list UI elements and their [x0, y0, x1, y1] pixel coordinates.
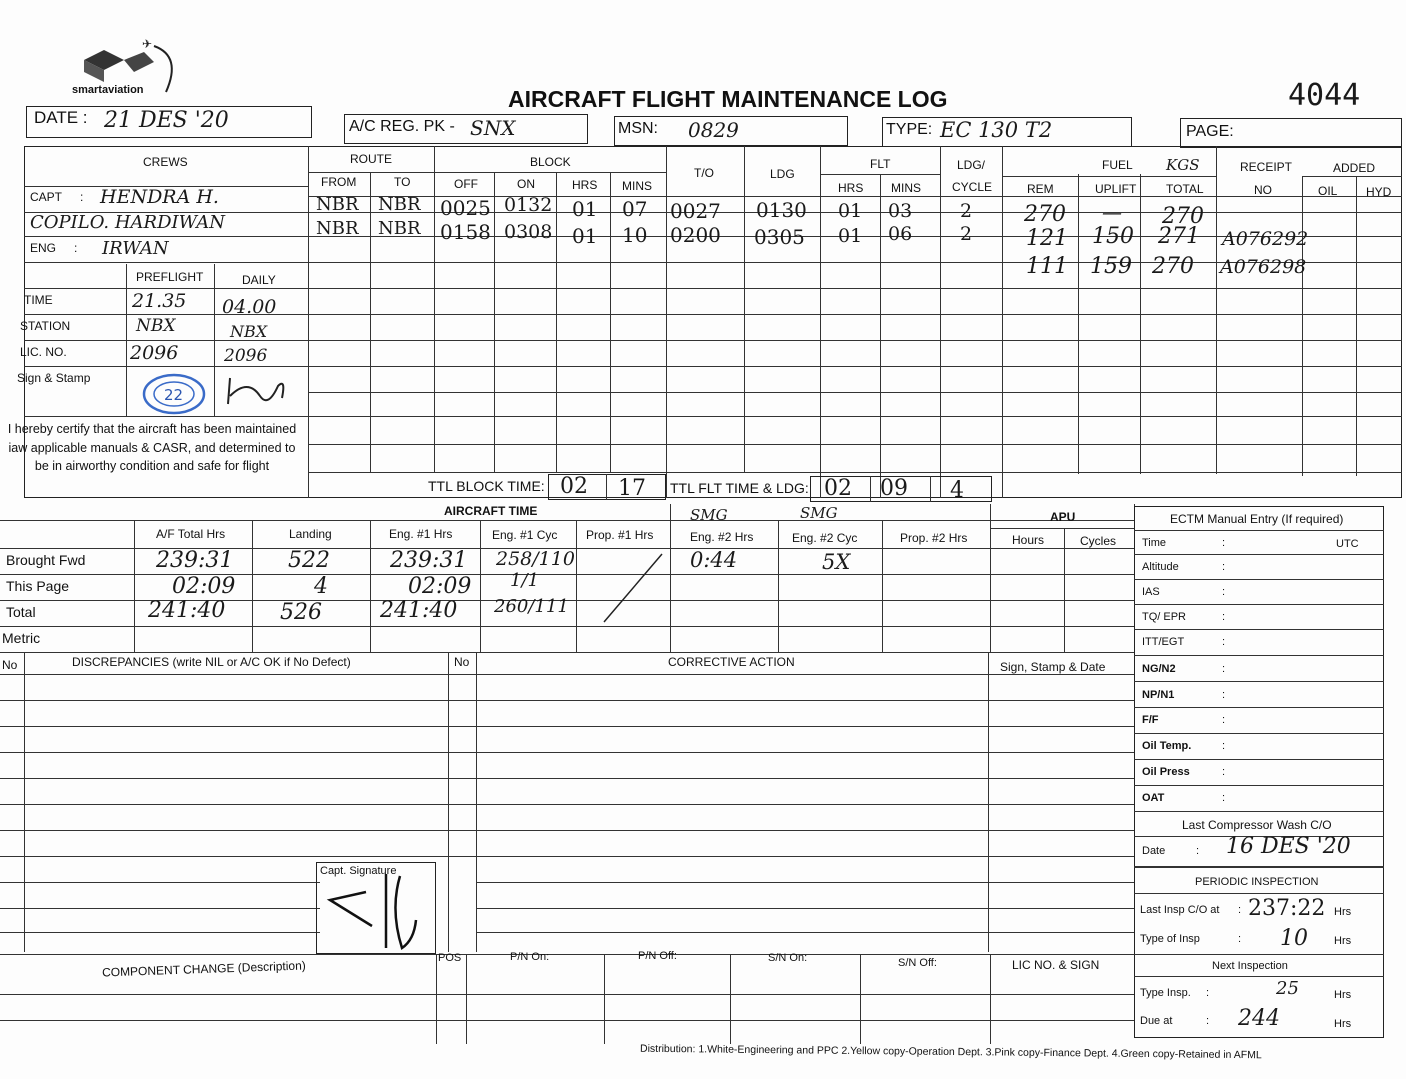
last-insp-hrs: Hrs — [1334, 906, 1352, 918]
row1-cycle[interactable]: 2 — [960, 200, 973, 222]
station-label: STATION — [20, 319, 71, 333]
tot-eng1-cyc[interactable]: 260/111 — [494, 596, 569, 617]
ectm-np-colon: : — [1222, 689, 1226, 701]
col-landing: Landing — [289, 527, 332, 541]
apu-cycles: Cycles — [1080, 534, 1117, 548]
ectm-utc: UTC — [1336, 538, 1359, 550]
type-label: TYPE: — [886, 121, 933, 138]
mins-heading: MINS — [622, 179, 652, 193]
row-total: Total — [6, 604, 36, 620]
sign-label: Sign & Stamp — [17, 371, 91, 385]
receipt-heading-1: RECEIPT — [1240, 160, 1293, 174]
fuel-heading: FUEL — [1102, 158, 1133, 172]
corrective-heading: CORRECTIVE ACTION — [668, 655, 795, 669]
hrs-heading: HRS — [572, 178, 598, 192]
rem-heading: REM — [1027, 182, 1054, 196]
type-insp-colon: : — [1238, 933, 1242, 945]
ectm-tq-colon: : — [1222, 611, 1226, 623]
tp-af-total[interactable]: 02:09 — [172, 574, 236, 599]
total-heading: TOTAL — [1166, 182, 1204, 196]
row2-on[interactable]: 0308 — [504, 221, 553, 243]
row1-rem[interactable]: 270 — [1024, 202, 1066, 227]
capt-label: CAPT — [30, 190, 63, 204]
takeoff-heading: T/O — [694, 166, 714, 180]
prop1-dash-line — [600, 550, 670, 626]
pn-off-heading: P/N Off: — [638, 950, 677, 962]
col-prop2-hrs: Prop. #2 Hrs — [900, 531, 968, 545]
bf-af-total[interactable]: 239:31 — [156, 548, 234, 573]
reg-label: A/C REG. PK - — [349, 118, 455, 135]
row1-flt-mins[interactable]: 03 — [888, 200, 913, 222]
row3-total[interactable]: 270 — [1152, 254, 1194, 279]
ectm-ias: IAS — [1142, 586, 1160, 598]
pos-heading: POS — [438, 952, 462, 964]
to-heading: TO — [394, 175, 411, 189]
col-eng1-cyc: Eng. #1 Cyc — [492, 528, 558, 542]
ectm-ff: F/F — [1142, 714, 1159, 726]
row2-receipt[interactable]: A076292 — [1222, 228, 1309, 250]
reg-value[interactable]: SNX — [470, 116, 516, 140]
tp-eng1-hrs[interactable]: 02:09 — [408, 574, 472, 599]
row2-uplift[interactable]: 150 — [1092, 224, 1134, 249]
ttl-block-label: TTL BLOCK TIME: — [428, 478, 545, 494]
page-title: AIRCRAFT FLIGHT MAINTENANCE LOG — [508, 86, 948, 112]
hyd-heading: HYD — [1366, 185, 1392, 199]
row1-takeoff[interactable]: 0027 — [670, 199, 721, 223]
eng-name[interactable]: IRWAN — [102, 238, 169, 259]
ttl-flt-mins[interactable]: 09 — [880, 476, 908, 501]
row2-flt-mins[interactable]: 06 — [888, 223, 913, 245]
bf-landing[interactable]: 522 — [288, 548, 330, 573]
route-heading: ROUTE — [350, 152, 392, 166]
wash-date-colon: : — [1196, 845, 1200, 857]
svg-text:22: 22 — [164, 386, 184, 404]
preflight-station[interactable]: NBX — [136, 316, 176, 336]
capt-colon: : — [80, 190, 84, 204]
row1-ldg[interactable]: 0130 — [756, 198, 807, 222]
ectm-np: NP/N1 — [1142, 689, 1175, 701]
flt-mins-heading: MINS — [891, 181, 921, 195]
type-insp-label: Type of Insp — [1140, 933, 1200, 945]
col-eng2-cyc: Eng. #2 Cyc — [792, 531, 858, 545]
distribution-text: Distribution: 1.White-Engineering and PPC 2.Yellow copy-Operation Dept. 3.Pink copy-Finance Dept. 4.Green copy-Retained in AFML — [639, 1042, 1262, 1062]
ectm-tq: TQ/ EPR — [1142, 611, 1187, 623]
row2-flt-hrs[interactable]: 01 — [838, 225, 863, 247]
ttl-block-hrs[interactable]: 02 — [560, 474, 588, 499]
certification-text: I hereby certify that the aircraft has been maintained iaw applicable manuals & CASR, and determined to be in airworthy condition and safe for flight — [7, 422, 297, 473]
ectm-time: Time — [1142, 537, 1167, 549]
flt-hrs-heading: HRS — [838, 181, 864, 195]
row2-rem[interactable]: 121 — [1026, 226, 1068, 251]
row2-hrs[interactable]: 01 — [572, 224, 598, 248]
capt-name[interactable]: HENDRA H. — [100, 186, 219, 208]
row1-total[interactable]: 270 — [1162, 204, 1204, 229]
kgs-note: KGS — [1166, 156, 1200, 174]
ldg-cycle-heading-2: CYCLE — [952, 180, 993, 194]
oil-heading: OIL — [1318, 184, 1338, 198]
periodic-heading: PERIODIC INSPECTION — [1195, 876, 1319, 888]
row2-from[interactable]: NBR — [316, 218, 359, 239]
bf-eng2-hrs[interactable]: 0:44 — [690, 548, 738, 572]
due-at-value[interactable]: 244 — [1238, 1006, 1280, 1031]
col-eng1-hrs: Eng. #1 Hrs — [389, 527, 453, 541]
type-insp-hrs: Hrs — [1334, 935, 1352, 947]
row1-uplift[interactable]: — — [1102, 200, 1122, 224]
ttl-flt-hrs[interactable]: 02 — [824, 476, 852, 501]
tot-eng1-hrs[interactable]: 241:40 — [380, 598, 458, 623]
component-heading: COMPONENT CHANGE (Description) — [101, 958, 306, 980]
row3-uplift[interactable]: 159 — [1090, 254, 1132, 279]
col-prop1-hrs: Prop. #1 Hrs — [586, 528, 654, 542]
row1-mins[interactable]: 07 — [622, 197, 648, 221]
wash-date-value[interactable]: 16 DES '20 — [1226, 834, 1351, 859]
ectm-ng-colon: : — [1222, 663, 1226, 675]
next-insp-heading: Next Inspection — [1212, 960, 1288, 972]
row1-hrs[interactable]: 01 — [572, 197, 598, 221]
row1-to[interactable]: NBR — [378, 194, 421, 215]
ectm-ff-colon: : — [1222, 714, 1226, 726]
due-at-label: Due at — [1140, 1015, 1173, 1027]
disc-no-label: No — [2, 658, 18, 672]
col-af-total: A/F Total Hrs — [156, 527, 226, 541]
ldg-cycle-heading-1: LDG/ — [957, 158, 986, 172]
sn-off-heading: S/N Off: — [898, 957, 937, 969]
pn-on-heading: P/N On: — [510, 951, 550, 963]
last-insp-value[interactable]: 237:22 — [1248, 896, 1326, 921]
row1-off[interactable]: 0025 — [440, 196, 491, 220]
ectm-oil-press: Oil Press — [1142, 766, 1190, 778]
row2-ldg[interactable]: 0305 — [754, 225, 805, 249]
lic-sign-heading: LIC NO. & SIGN — [1012, 958, 1100, 972]
msn-label: MSN: — [618, 120, 658, 137]
last-insp-label: Last Insp C/O at — [1140, 904, 1220, 916]
ectm-oil-temp: Oil Temp. — [1142, 740, 1192, 752]
on-heading: ON — [517, 177, 535, 191]
row1-flt-hrs[interactable]: 01 — [838, 200, 863, 222]
bf-eng2-cyc[interactable]: 5X — [822, 550, 851, 574]
off-heading: OFF — [454, 177, 478, 191]
due-at-colon: : — [1206, 1015, 1210, 1027]
disc-heading: DISCREPANCIES (write NIL or A/C OK if No Defect) — [72, 655, 351, 669]
copilot-name[interactable]: COPILO. HARDIWAN — [30, 212, 225, 233]
capt-signature — [326, 870, 436, 954]
date-value[interactable]: 21 DES '20 — [104, 108, 229, 133]
aircraft-time-heading: AIRCRAFT TIME — [444, 504, 538, 518]
apu-heading: APU — [1050, 510, 1076, 524]
row1-from[interactable]: NBR — [316, 194, 359, 215]
inspection-stamp — [140, 372, 210, 416]
ectm-altitude-colon: : — [1222, 561, 1226, 573]
row3-receipt[interactable]: A076298 — [1220, 256, 1307, 278]
wash-date-label: Date — [1142, 845, 1166, 857]
from-heading: FROM — [321, 175, 357, 189]
ttl-flt-label: TTL FLT TIME & LDG: — [670, 480, 809, 496]
row1-on[interactable]: 0132 — [504, 194, 553, 216]
ectm-altitude: Altitude — [1142, 561, 1179, 573]
ectm-ng: NG/N2 — [1142, 663, 1176, 675]
crews-heading: CREWS — [143, 155, 188, 169]
type-value[interactable]: EC 130 T2 — [940, 118, 1053, 142]
row2-off[interactable]: 0158 — [440, 220, 491, 244]
apu-hours: Hours — [1012, 533, 1045, 547]
next-type-label: Type Insp. — [1140, 987, 1191, 999]
preflight-time[interactable]: 21.35 — [132, 290, 187, 312]
row2-takeoff[interactable]: 0200 — [670, 223, 721, 247]
ectm-heading: ECTM Manual Entry (If required) — [1170, 512, 1344, 526]
ectm-oil-temp-colon: : — [1222, 740, 1226, 752]
ttl-ldg[interactable]: 4 — [950, 478, 964, 503]
msn-value[interactable]: 0829 — [688, 118, 739, 142]
log-number: 4044 — [1288, 78, 1361, 113]
row-this-page: This Page — [6, 578, 70, 594]
flt-heading: FLT — [870, 157, 891, 171]
row-metric: Metric — [2, 630, 41, 646]
ectm-oil-press-colon: : — [1222, 766, 1226, 778]
bf-eng1-hrs[interactable]: 239:31 — [390, 548, 468, 573]
tot-landing[interactable]: 526 — [280, 600, 322, 625]
eng2-cyc-note: SMG — [800, 504, 838, 522]
bf-eng1-cyc[interactable]: 258/110 — [496, 548, 575, 570]
uplift-heading: UPLIFT — [1095, 182, 1137, 196]
page-label: PAGE: — [1186, 123, 1234, 140]
logo-text: smartaviation — [72, 84, 144, 96]
receipt-heading-2: NO — [1254, 183, 1272, 197]
row2-to[interactable]: NBR — [378, 218, 421, 239]
daily-signature — [222, 368, 292, 412]
next-type-colon: : — [1206, 987, 1210, 999]
row2-mins[interactable]: 10 — [622, 223, 648, 247]
ectm-oat: OAT — [1142, 792, 1165, 804]
daily-heading: DAILY — [242, 273, 276, 287]
daily-station[interactable]: NBX — [230, 322, 268, 341]
lic-label: LIC. NO. — [20, 345, 67, 359]
last-insp-colon: : — [1238, 904, 1242, 916]
tp-eng1-cyc[interactable]: 1/1 — [510, 570, 539, 591]
row-brought-fwd: Brought Fwd — [6, 552, 86, 568]
svg-text:✈: ✈ — [142, 38, 153, 51]
ectm-ias-colon: : — [1222, 586, 1226, 598]
ectm-itt-colon: : — [1222, 636, 1226, 648]
eng2-hrs-note: SMG — [690, 506, 728, 524]
date-label: DATE : — [34, 108, 88, 127]
ectm-oat-colon: : — [1222, 792, 1226, 804]
daily-time[interactable]: 04.00 — [222, 296, 277, 318]
time-label: TIME — [24, 293, 53, 307]
corr-no-label: No — [454, 655, 470, 669]
daily-lic[interactable]: 2096 — [224, 346, 268, 366]
capt-signature-label: Capt. Signature — [320, 865, 397, 877]
ttl-block-mins[interactable]: 17 — [618, 476, 646, 501]
preflight-lic[interactable]: 2096 — [130, 342, 179, 364]
block-heading: BLOCK — [530, 155, 571, 169]
tp-landing[interactable]: 4 — [314, 574, 328, 599]
next-type-hrs: Hrs — [1334, 989, 1352, 1001]
row3-rem[interactable]: 111 — [1026, 254, 1068, 279]
wash-heading: Last Compressor Wash C/O — [1182, 818, 1332, 832]
ectm-time-colon: : — [1222, 537, 1226, 549]
ectm-itt: ITT/EGT — [1142, 636, 1185, 648]
row2-cycle[interactable]: 2 — [960, 223, 973, 245]
next-type-value[interactable]: 25 — [1276, 978, 1299, 999]
eng-label: ENG — [30, 241, 57, 255]
added-heading: ADDED — [1333, 161, 1376, 175]
row2-total[interactable]: 271 — [1158, 224, 1200, 249]
ldg-heading: LDG — [770, 167, 795, 181]
sn-on-heading: S/N On: — [768, 952, 808, 964]
due-at-hrs: Hrs — [1334, 1018, 1352, 1030]
tot-af-total[interactable]: 241:40 — [148, 598, 226, 623]
preflight-heading: PREFLIGHT — [136, 270, 204, 284]
eng-colon: : — [74, 241, 78, 255]
sign-stamp-date: Sign, Stamp & Date — [1000, 660, 1106, 674]
type-insp-value[interactable]: 10 — [1280, 926, 1308, 951]
col-eng2-hrs: Eng. #2 Hrs — [690, 530, 754, 544]
